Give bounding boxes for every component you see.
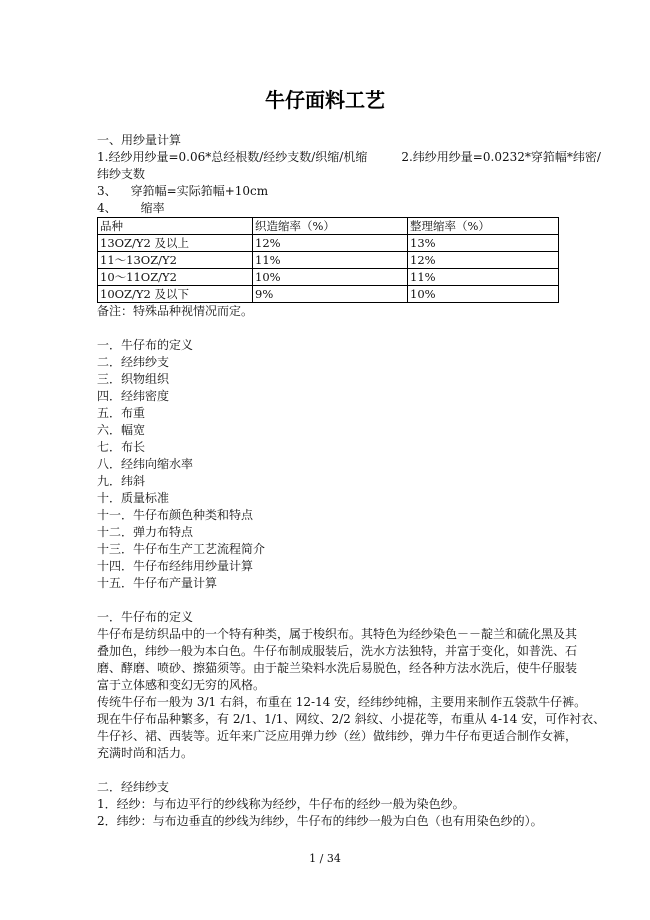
toc-item: 十五．牛仔布产量计算 — [97, 576, 218, 590]
table-note: 备注：特殊品种视情况而定。 — [97, 304, 254, 318]
table-row — [98, 269, 559, 286]
formula-line — [97, 149, 601, 166]
document-title: 牛仔面料工艺 — [265, 88, 385, 112]
section1-heading: 一、用纱量计算 — [97, 133, 182, 147]
toc-item: 二．经纬纱支 — [97, 355, 170, 369]
shrinkage-table — [97, 217, 559, 303]
definition-line: 充满时尚和活力。 — [97, 746, 194, 760]
toc-item: 十．质量标准 — [97, 491, 170, 505]
toc-item: 七．布长 — [97, 440, 146, 454]
definition-line: 磨、酵磨、喷砂、擦猫须等。由于靛兰染料水洗后易脱色，经各种方法水洗后，使牛仔服装 — [97, 661, 578, 675]
table-cell: 13% — [408, 235, 559, 252]
reed-width-line — [97, 183, 559, 200]
toc-item: 十二．弹力布特点 — [97, 525, 194, 539]
table-cell: 11% — [408, 269, 559, 286]
table-cell: 9% — [253, 286, 408, 303]
table-cell: 13OZ/Y2 及以上 — [98, 235, 253, 252]
table-cell: 10% — [408, 286, 559, 303]
table-header-cell: 品种 — [98, 218, 253, 235]
table-row — [98, 235, 559, 252]
definition-line: 现在牛仔布品种繁多，有 2/1、1/1、网纹、2/2 斜纹、小提花等，布重从 4-14 安，可作衬衣、 — [97, 712, 606, 726]
table-cell: 11% — [253, 252, 408, 269]
shrink-text: 缩率 — [140, 201, 165, 215]
definition-line: 叠加色，纬纱一般为本白色。牛仔布制成服装后，洗水方法独特，并富于变化，如普洗、石 — [97, 644, 578, 658]
page-number: 1 / 34 — [309, 852, 341, 865]
table-cell: 12% — [253, 235, 408, 252]
table-cell: 10～11OZ/Y2 — [98, 269, 253, 286]
toc-item: 三．织物组织 — [97, 372, 170, 386]
yarn-item-warp: 1．经纱：与布边平行的纱线称为经纱，牛仔布的经纱一般为染色纱。 — [97, 797, 465, 811]
table-of-contents — [97, 337, 559, 592]
reed-num: 3、 — [97, 184, 117, 198]
table-cell: 10OZ/Y2 及以下 — [98, 286, 253, 303]
formula-weft-cont: 纬纱支数 — [97, 167, 146, 181]
table-cell: 11～13OZ/Y2 — [98, 252, 253, 269]
toc-item: 十四．牛仔布经纬用纱量计算 — [97, 559, 254, 573]
toc-item: 十一．牛仔布颜色种类和特点 — [97, 508, 254, 522]
definition-line: 牛仔衫、裙、西装等。近年来广泛应用弹力纱（丝）做纬纱，弹力牛仔布更适合制作女裤， — [97, 729, 578, 743]
yarn-item-weft: 2．纬纱：与布边垂直的纱线为纬纱，牛仔布的纬纱一般为白色（也有用染色纱的）。 — [97, 814, 543, 828]
toc-item: 四．经纬密度 — [97, 389, 170, 403]
table-cell: 10% — [253, 269, 408, 286]
table-header-row — [98, 218, 559, 235]
table-row — [98, 286, 559, 303]
toc-item: 一．牛仔布的定义 — [97, 338, 194, 352]
yarn-heading: 二．经纬纱支 — [97, 780, 170, 794]
toc-item: 八．经纬向缩水率 — [97, 457, 194, 471]
formula-warp: 1.经纱用纱量=0.06*总经根数/经纱支数/织缩/机缩 — [97, 150, 368, 164]
document-body — [97, 132, 606, 830]
definition-line: 牛仔布是纺织品中的一个特有种类，属于梭织布。其特色为经纱染色－－靛兰和硫化黑及其 — [97, 627, 578, 641]
toc-item: 五．布重 — [97, 406, 146, 420]
table-row — [98, 252, 559, 269]
formula-weft: 2.纬纱用纱量=0.0232*穿筘幅*纬密/ — [401, 150, 601, 164]
toc-item: 十三．牛仔布生产工艺流程简介 — [97, 542, 266, 556]
definition-line: 富于立体感和变幻无穷的风格。 — [97, 678, 266, 692]
definition-heading: 一．牛仔布的定义 — [97, 610, 194, 624]
shrink-line — [97, 200, 559, 217]
toc-item: 六．幅宽 — [97, 423, 146, 437]
table-header-cell: 织造缩率（%） — [253, 218, 408, 235]
definition-line: 传统牛仔布一般为 3/1 右斜，布重在 12-14 安，经纬纱纯棉，主要用来制作五袋款牛仔裤。 — [97, 695, 587, 709]
reed-text: 穿筘幅=实际筘幅+10cm — [130, 184, 269, 198]
table-cell: 12% — [408, 252, 559, 269]
shrink-num: 4、 — [97, 201, 117, 215]
table-header-cell: 整理缩率（%） — [408, 218, 559, 235]
toc-item: 九．纬斜 — [97, 474, 146, 488]
